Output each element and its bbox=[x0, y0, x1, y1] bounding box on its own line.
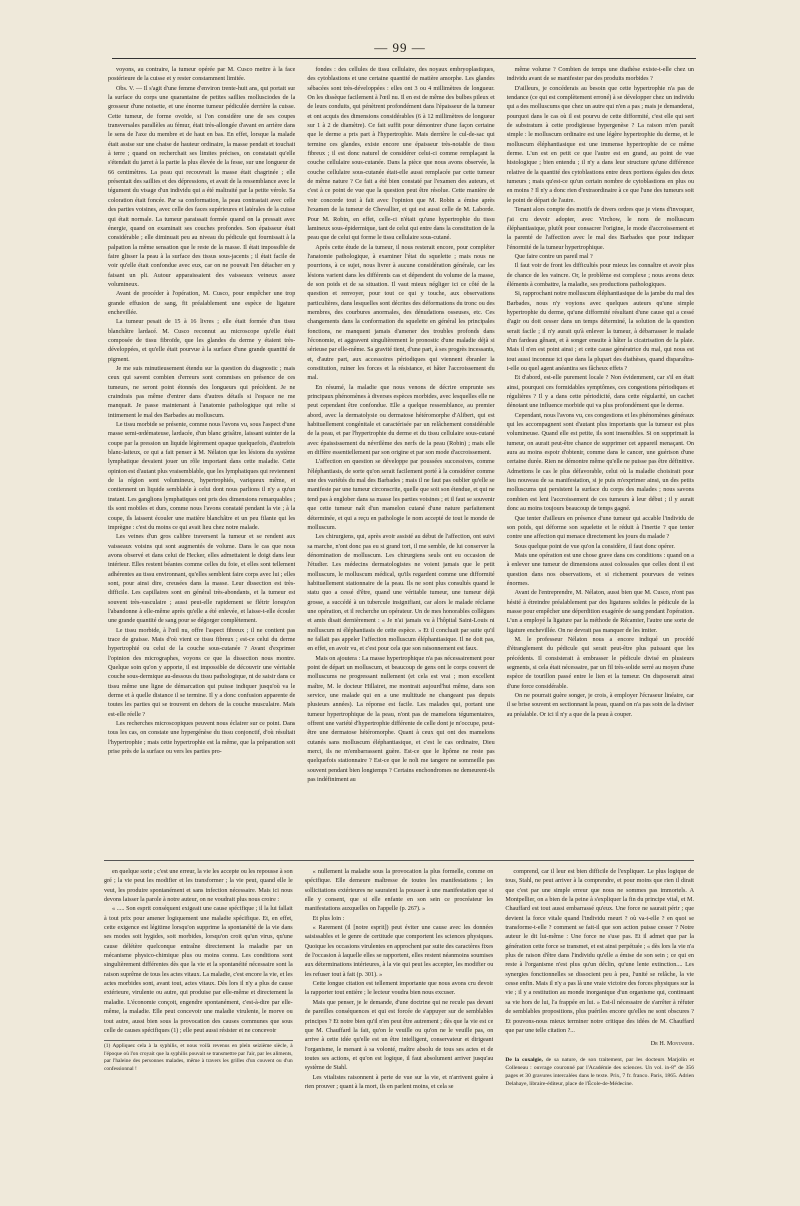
paragraph: Avant de l'entreprendre, M. Nélaton, aussi bien que M. Cusco, n'ont pas hésité à étreindre préalablement par des ligatures solides le pédicule de la masse pour empêcher une déperdition exagérée de sang pendant l'opération. L'un a employé la ligature par la méthode de Récamier, l'autre une sorte de ligature enchevillée. On ne devrait pas manquer de les imiter. bbox=[506, 590, 694, 634]
section-separator bbox=[104, 860, 694, 861]
paragraph: Sous quelque point de vue qu'on la considère, il faut donc opérer. bbox=[514, 543, 675, 550]
paragraph: M. le professeur Nélaton nous a encore indiqué un procédé d'étranglement du pédicule qui serait peut-être plus puissant que les précédents. Il consisterait à embrasser le pédicule divisé en plusieurs segments, si cela était nécessaire, par un fil très-solide serré au moyen d'une espèce de tourillon passé entre le lien et la tumeur. On disposerait ainsi d'une force considérable. bbox=[506, 636, 694, 690]
page-number: — 99 — bbox=[374, 40, 426, 55]
footnote: (1) Appliquez cela à la syphilis, et nous voilà revenus en plein seizième siècle, à l'époque où l'on croyait que la syphilis pouvait se transmettre par l'air, par les aliments, par l'haleine des personnes malades, même à travers les grilles d'un couvent ou d'un confessionnal ! bbox=[104, 1040, 293, 1073]
feuilleton-paragraph: « nullement la maladie sous la provocation la plus formelle, comme on spécifique. Elle demeure maîtresse de toutes les manifestations ; les sollicitations extérieures ne sauraient la pousser à une manifestation que si elle y consent, que si elle enfante en son sein ce procréateur les manifestations auxquelles on l'appelle (p. 267). » bbox=[304, 869, 494, 913]
feuilleton-paragraph: comprend, car il leur est bien difficile de l'expliquer. Le plus logique de tous, Stahl, ne peut arriver à la comprendre, et pour moins que rien il dirait que c'est par une simple erreur que nous ne sommes pas immortels. A Montpellier, on a bien de la peine à s'expliquer la fin du principe vital, et M. Chauffard est tout aussi embarrassé qu'eux. Une force ne saurait périr ; que devient la force vitale quand l'individu meurt ? où va-t-elle ? en quoi se transforme-t-elle ? comment se fait-il que son action puisse cesser ? Notre auteur le dit lui-même : Une force ne s'use pas. Et il admet que par la génération cette force se transmet, et est ainsi perpétuée ; « dès lors la vie n'a plus de raison d'être dans l'individu qu'elle a émise de son sein ; ce qui en reste à l'organisme n'est plus qu'un déclin, qu'une lente extinction.... Les synergies fonctionnelles se dissocient peu à peu, l'unité se relâche, la vie cesse enfin. Mais il n'y a pas là une vraie victoire des forces physiques sur la vie ; il y a restitution au monde inorganique d'un organisme qui, continuant sa vie hors de lui, l'a frappée en lui. » Est-il nécessaire de s'arrêter à réfuter de semblables propositions, plus puériles encore qu'elles ne sont obscures ? Et pouvons-nous mieux terminer notre critique des idées de M. Chauffard que par une telle citation ?... bbox=[505, 869, 695, 1034]
paragraph: L'affection en question se développe par poussées successives, comme l'éléphantiasis, de sorte qu'on serait facilement porté à la considérer comme une des variétés du mal des Barbades ; mais il ne faut pas oublier qu'elle se manifeste par une tumeur circonscrite, quelle que soit son étendue, et qui ne tend pas à englober dans sa masse les parties voisines ; et il faut se souvenir que cette tumeur naît d'un mamelon cutané d'une nature parfaitement déterminée, et qui a reçu en pathologie le nom accepté de tout le monde de molluscum. bbox=[307, 459, 495, 531]
paragraph: Obs. V. — Il s'agit d'une femme d'environ trente-huit ans, qui portait sur la surface du corps une quarantaine de petites saillies mollusciodes de la grosseur d'une noisette, et une énorme tumeur pédiculée derrière la cuisse. Cette tumeur, de forme ovoïde, si l'on considère une de ses coupes transversales parallèles au fémur, était très-allongée d'avant en arrière dans le sens de l'axe du membre et de haut en bas. En effet, lorsque la malade était assise sur une chaise de hauteur ordinaire, la masse pendait et touchait à terre ; quand on recherchait ses limites précises, on constatait qu'elle s'étendait du jarret à la partie la plus élevée de la fesse, sur une longueur de 66 centimètres. La peau qui recouvrait la masse était chagrinée ; elle présentait des saillies et des dépressions, et avait de la ressemblance avec le tégument du visage d'un individu qui a été maltraité par la petite vérole. Sa coloration était foncée. Par sa conformation, la peau contrastait avec celle des parties voisines, avec celle des faces supérieures et latérales de la cuisse qui était normale. La tumeur paraissait formée quand on la pressait avec énergie, quand on examinait ses couches profondes. Son épaisseur était considérable ; elle diminuait peu au niveau du pédicule qui fournissait à la palpation la même sensation que le reste de la masse. Il était impossible de faire glisser la peau à la surface des tissus sous-jacents ; il était facile de voir qu'elle était confondue avec eux, car on ne pouvait l'en détacher en y faisant un pli. Autour apparaissaient des vaisseaux veineux assez volumineux. bbox=[108, 85, 296, 288]
feuilleton-column-left bbox=[104, 868, 293, 1190]
paragraph: Les recherches microscopiques peuvent nous éclairer sur ce point. Dans tous les cas, on constate une hypergénèse du tissu conjonctif, d'où résultait l'hypertrophie ; mais cette hypertrophie est la même, que la préparation soit prise près de la surface ou vers les parties pro- bbox=[108, 721, 296, 756]
main-text bbox=[108, 66, 694, 856]
paragraph: fondes : des cellules de tissu cellulaire, des noyaux embryoplastiques, des cytoblastions et une certaine quantité de matière amorphe. Les glandes sébacées sont très-développées : elles ont 3 ou 4 millimètres de longueur. On les dissèque facilement à l'œil nu. Il en est de même des bulbes pileux et de leurs conduits, qui pénètrent profondément dans l'épaisseur de la tumeur et ont acquis des dimensions considérables (6 à 12 millimètres de longueur sur 1 à 2 de diamètre). Ce fait suffit pour démontrer d'une façon certaine que le derme a pris part à l'hypertrophie. Mais derrière le cul-de-sac qui termine ces glandes, existe encore une épaisseur très-notable de tissu fibreux ; il est donc naturel de considérer celui-ci comme remplaçant la couche cellulaire sous-cutanée. Dans la pièce que nous avons observée, la couche cellulaire sous-cutanée était-elle aussi remplacée par cette tumeur de même nature ? Ce fait a été bien constaté par l'examen des auteurs, et c'est à ce point de vue que la question peut être résolue. Cette manière de voir concorde tout à fait avec l'opinion que M. Robin a émise après l'examen de la tumeur de Chevallier, et qui est aussi celle de M. Laborde. Pour M. Robin, en effet, celle-ci n'était qu'une hypertrophie du tissu lamineux sous-épidermique, tant de celui qui entre dans la constitution de la peau que de celui qui forme le tissu cellulaire sous-cutané. bbox=[307, 67, 495, 242]
paragraph: Avant de procéder à l'opération, M. Cusco, pour empêcher une trop grande effusion de sang, fit préalablement une espèce de ligature enchevillée. bbox=[108, 291, 296, 316]
paragraph: voyons, au contraire, la tumeur opérée par M. Cusco mettre à la face postérieure de la cuisse et y rester constamment limitée. bbox=[108, 67, 296, 83]
paragraph: Cependant, nous l'avons vu, ces congestions et les phénomènes généraux qui les accompagnent sont d'autant plus importants que la tumeur est plus volumineuse. Quand elle est petite, ils sont insensibles. Si on supprimait la tumeur, on aurait peut-être chance de supprimer cet appareil menaçant. On aura au moins espoir d'obtenir, comme dans le cancer, une guérison d'une certaine durée. Rien ne démontre même qu'elle ne puisse pas être définitive. Admettons le cas le plus défavorable, celui où la maladie choisirait pour lieu nouveau de sa manifestation, si je puis m'exprimer ainsi, un des petits molluscums qui persistent la surface du corps des malades ; nous savons combien est lent l'accroissement de ces tumeurs à leur début ; il y aurait donc au moins toujours beaucoup de temps gagné. bbox=[506, 412, 694, 513]
paragraph: Après cette étude de la tumeur, il nous resterait encore, pour compléter l'anatomie pathologique, à examiner l'état du squelette ; mais nous ne pourrions, à ce sujet, nous livrer à aucune considération générale, car les lésions varient dans les différents cas et dépendent du volume de la masse, de son poids et de sa situation. Il vaut mieux négliger ici ce côté de la question et renvoyer, pour tout ce qui y touche, aux observations particulières, dans lesquelles sont décrites des déformations du tronc ou des membres, des courbures anormales, des dénudations osseuses, etc. Ces changements dans la conformation du squelette en général les principales fonctions, ne manquent jamais d'amener des troubles profonds dans l'économie, et aggravent singulièrement le pronostic d'une maladie déjà si sérieuse par elle-même. Sa gravité tient, d'une part, à ses progrès incessants, et, d'autre part, aux accessoires périodiques qui viennent ébranler la constitution, ruiner les forces et la résistance, et hâter l'accroissement du mal. bbox=[307, 244, 495, 382]
feuilleton-paragraph: Cette longue citation est tellement importante que nous avons cru devoir la rapporter tout entière ; le lecteur voudra bien nous excuser. bbox=[304, 981, 494, 997]
text-column-left bbox=[108, 66, 295, 856]
review-title: De la coxalgie, bbox=[505, 1056, 543, 1063]
paragraph: Que tenter d'ailleurs en présence d'une tumeur qui accable l'individu de son poids, qui déforme son squelette et le réduit à l'inertie ? que tenter contre une affection qui menace directement les jours du malade ? bbox=[506, 515, 694, 541]
text-column-middle bbox=[307, 66, 494, 856]
paragraph: Tenant alors compte des motifs de divers ordres que je viens d'invoquer, j'ai cru devoir adopter, avec Virchow, le nom de molluscum éléphantiasique, plutôt pour consacrer l'origine, le mode d'accroissement et la parenté de l'affection avec le mal des Barbades que pour indiquer l'énormité de la tumeur hypertrophique. bbox=[506, 207, 694, 251]
paragraph: Que faire contre un pareil mal ? bbox=[514, 253, 593, 260]
paragraph: Si, rapprochant notre molluscum éléphantiasique de la jambe du mal des Barbades, nous n'y voyions avec quelques auteurs qu'une simple hypertrophie du derme, qu'une difformité résultant d'une cause qui a cessé d'agir ou doit cesser dans un temps déterminé, la solution de la question serait facile ; il n'y aurait qu'à enlever la tumeur, à débarrasser le malade d'un fardeau gênant, et à songer ensuite à hâter la cicatrisation de la plaie. Mais il n'en est point ainsi ; et cette cause génératrice du mal, qui nous est tout aussi inconnue ici que dans la plupart des diathèses, quand disparaîtra-t-elle ou quel agent anéantira ses fâcheux effets ? bbox=[506, 291, 694, 372]
paragraph: Je me suis minutieusement étendu sur la question du diagnostic ; mais ceux qui savent combien d'erreurs sont commises en présence de ces tumeurs, ne seront point étonnés des longueurs qui précèdent. Je ne craindrais pas même d'entrer dans d'autres détails si l'espace ne me manquait. Je passe maintenant à l'anatomie pathologique qui relie si intimement le mal des Barbades au molluscum. bbox=[108, 366, 296, 419]
feuilleton-paragraph: « Rarement (il [notre esprit]) peut éviter une cause avec les données saisissables et le genre de certitude que comportent les sciences physiques. Quoique les occasions virulentes en approchent par suite des caractères fixes de l'occasion à laquelle elles se rapportent, elles restent néanmoins soumises aux déterminations intérieures, à la vie qui peut les accepter, les modifier ou les refuser tout à fait (p. 301). » bbox=[304, 925, 494, 978]
paragraph: Et d'abord, est-elle purement locale ? Non évidemment, car s'il en était ainsi, pourquoi ces formidables symptômes, ces congestions périodiques et régulières ? Il y a dans cette périodicité, dans cette régularité, un cachet dénotant une influence morbide qui va plus profondément que le derme. bbox=[506, 375, 694, 410]
feuilleton-paragraph: Et plus loin : bbox=[312, 915, 345, 922]
header-rule bbox=[112, 58, 696, 59]
paragraph: Le tissu morbide se présente, comme nous l'avons vu, sous l'aspect d'une masse semi-œdémateuse, lardacée, d'un blanc grisâtre, laissant suinter de la coupe par la pression un liquide légèrement opaque quelquefois, d'autrefois blanc-laiteux, ce qui a fait penser à M. Nélaton que les lésions du système lymphatique devaient jouer un rôle important dans cette maladie. Cette opinion est d'autant plus vraisemblable, que les lymphatiques qui reviennent de la région sont volumineux, hypertrophiés, variqueux même, et contiennent un liquide semblable à celui dont nous parlions il n'y a qu'un instant. Les ganglions lymphatiques ont pris des dimensions remarquables ; ils sont mobiles et durs, comme nous l'avons constaté pendant la vie ; à la coupe, ils laissent écouler une matière blanchâtre et un peu filante qui les imprègne : c'est du moins ce qui avait lieu chez notre malade. bbox=[108, 422, 296, 531]
paragraph: En résumé, la maladie que nous venons de décrire emprunte ses principaux phénomènes à diverses espèces morbides, avec lesquelles elle ne peut cependant être confondue. Elle a quelque ressemblance, au premier abord, avec la dermatolysie ou dermatose hétéromorphe d'Alibert, qui est habituellement congénitale et caractérisée par un relâchement considérable de la peau, et par l'hypertrophie du derme et du tissu cellulaire sous-cutané avec épaississement du névrilème des nerfs de la peau (Robin) ; mais elle en diffère essentiellement par son origine et par son mode d'accroissement. bbox=[307, 384, 495, 457]
paragraph: même volume ? Combien de temps une diathèse existe-t-elle chez un individu avant de se manifester par des produits morbides ? bbox=[506, 67, 694, 83]
feuilleton-column-right bbox=[505, 868, 694, 1190]
feuilleton bbox=[104, 868, 694, 1190]
review-text: de sa nature, de son traitement, par les docteurs Marjolin et Colleneau : ouvrage couronné par l'Académie des sciences. Un vol. in-8° de 356 pages et 30 gravures intercalées dans le texte. Prix, 7 fr. franco. Paris, 1865. Adrien Delahaye, libraire-éditeur, place de l'École-de-Médecine. bbox=[505, 1056, 695, 1088]
paragraph: Les veines d'un gros calibre traversent la tumeur et se rendent aux vaisseaux voisins qui sont augmentés de volume. Dans le cas que nous avons observé et dans celui de Hecker, elles admettaient le doigt dans leur intérieur. Elles restent béantes comme celles du foie, et elles sont tellement adhérentes au tissu environnant, qu'elles semblent faire corps avec lui ; elles sont, pour ainsi dire, creusées dans la masse. Leur dissection est très-difficile. Les capillaires sont en général très-abondants, et la tumeur est souvent très-vasculaire ; aussi peut-elle rapidement se flétrir lorsqu'on l'abandonne à elle-même après qu'elle a été enlevée, et laisse-t-elle écouler une grande quantité de sang pour se dégorger complètement. bbox=[108, 534, 296, 625]
feuilleton-paragraph: Les vitalistes raisonnent à perte de vue sur la vie, et n'arrivent guère à rien prouver ; quant à la mort, ils en parlent moins, et cela se bbox=[304, 1074, 494, 1090]
text-column-right bbox=[507, 66, 694, 856]
paragraph: Les chirurgiens, qui, après avoir assisté au début de l'affection, ont suivi sa marche, n'ont donc pas eu si grand tort, il me semble, de lui conserver la dénomination de molluscum. Les chirurgiens seuls ont eu occasion de l'étudier. Les médecins dermatologistes ne voient jamais que le petit molluscum, le molluscum médical, qu'ils regardent comme une difformité habituellement stationnaire de la peau. Ils ne sont plus consultés quand le statu quo a cessé d'être, quand une véritable tumeur, une tumeur déjà grosse, a succédé à un tubercule insignifiant, car alors le malade réclame une opération, et il recherche un opérateur. Un de mes honorables collègues et amis disait dernièrement : « Je n'ai jamais vu à l'hôpital Saint-Louis ni molluscum ni éléphantiasis de cette espèce. » Et il concluait par suite qu'il ne fallait pas appeler l'affection molluscum éléphantiasique. Il ne doit pas, en effet, en avoir vu, et c'est pour cela que son raisonnement est faux. bbox=[307, 534, 495, 653]
author-signature: Dr H. Montanier. bbox=[650, 1041, 695, 1048]
feuilleton-paragraph: « ..... Son esprit conséquent exigeait une cause spécifique ; il la lui fallait à tout prix pour amener logiquement une maladie spécifique. Et, en effet, cette exigence est légitime lorsqu'on supprime la spontanéité de la vie dans ses modes soit hygides, soit morbides, lorsqu'on croit qu'un virus, qu'une cause délétère quelconque entraîne directement la maladie par un mécanisme physico-chimique plus ou moins connu. Les conditions sont singulièrement différentes dès que la vie et la spontanéité nécessaire sont la raison suprême de tous les actes vitaux. La maladie, c'est encore la vie, et les actes morbides sont, avant tout, actes vitaux. Dès lors il n'y a plus de cause extérieure, virulente ou autre, qui produise par elle-même et directement la maladie. L'économie conçoit, engendre spontanément, c'est-à-dire par elle-même, la maladie. Elle peut concevoir une maladie virulente, le morve ou tout autre, aussi bien sous la provocation des causes communes que sous celle de causes spécifiques (1) ; elle peut aussi résister et ne concevoir bbox=[104, 906, 293, 1034]
paragraph: On ne pourrait guère songer, je crois, à employer l'écraseur linéaire, car il se brise souvent en sectionnant la peau, quand on n'a pas soin de la diviser au préalable. Or ici il n'y a que de la peau à couper. bbox=[506, 693, 694, 718]
paragraph: Mais une opération est une chose grave dans ces conditions : quand on a à enlever une tumeur de dimensions aussi colossales que celles dont il est question dans nos observations, et si richement pourvues de veines énormes. bbox=[506, 552, 694, 587]
feuilleton-column-middle bbox=[305, 868, 494, 1190]
feuilleton-paragraph: Mais que penser, je le demande, d'une doctrine qui ne recule pas devant de pareilles conséquences et qui est forcée de s'appuyer sur de semblables principes ? Et notre bien qu'il n'en peut être autrement ; dès que la vie est ce que M. Chauffard la fait, qu'on le veuille ou qu'on ne le veuille pas, on arrive à cette idée qu'elle est un être intelligent, conservateur et dirigeant l'organisme, le menant à sa volonté, maître absolu de tous ses actes et de toutes ses actions, et qu'on est logique, il faut absolument arriver jusqu'au système de Stahl. bbox=[304, 999, 494, 1072]
paragraph: Il faut voir de front les difficultés pour mieux les connaître et avoir plus de chance de les vaincre. Or, le problème est complexe ; nous avons deux éléments à combattre, la maladie, ses productions pathologiques. bbox=[506, 263, 694, 288]
paragraph: Le tissu morbide, à l'œil nu, offre l'aspect fibreux ; il ne contient pas trace de graisse. Mais d'où vient ce tissu fibreux ; est-ce celui du derme hypertrophié ou celui de la couche sous-cutanée ? Avant d'exprimer l'opinion des micrographes, voyons ce que la dissection nous montre. Quelque soin qu'on y apporte, il est impossible de découvrir une véritable couche sous-dermique au-dessous du tissu pathologique, ni de saisir dans ce tissu même une ligne de démarcation qui puisse indiquer jusqu'où va le derme et à quelle distance il se termine. Il y a donc confusion apparente de toutes les parties qui se trouvent en dehors de la couche musculaire. Mais est-elle réelle ? bbox=[108, 627, 296, 718]
paragraph: Mais on ajoutera : La masse hypertrophique n'a pas nécessairement pour point de départ un molluscum, et beaucoup de gens ont le corps couvert de molluscums ne progressant nullement (et cela est vrai ; mon excellent maître, M. le docteur Hillairet, me montrait aujourd'hui même, dans son service, une malade qui en a une multitude ne changeant pas depuis plusieurs années). La réponse est facile. Les malades qui, portant une tumeur hypertrophique de la peau, n'ont pas de mamelons tégumentaires, offrent une variété d'hypertrophie différente de celle dont je m'occupe, peut-être une dermatose hétéromorphe. Quant à ceux qui ont des mamelons cutanés sans molluscum éléphantiasique, et c'est le cas ordinaire, Dieu merci, ils ne m'embarrassent guère. Est-ce que le lipôme ne reste pas quelquefois stationnaire ? Est-ce que le noli me tangere ne sommeille pas souvent pendant bien longtemps ? Certains enchondromes ne demeurent-ils pas indéfiniment au bbox=[307, 655, 495, 784]
feuilleton-paragraph: en quelque sorte ; c'est une erreur, la vie les accepte ou les repousse à son gré ; la vie peut les modifier et les transformer ; la vie peut, quand elle le veut, les produire spontanément et sans infection nécessaire. Mais ici nous devons laisser la parole à notre auteur, on ne voudrait plus nous croire : bbox=[104, 869, 293, 904]
paragraph: La tumeur pesait de 15 à 16 livres ; elle était formée d'un tissu blanchâtre lardacé. M. Cusco reconnut au microscope qu'elle était composée de tissu fibroïde, que les glandes du derme y étaient très-développées, et qu'elle était pourvue à la surface d'une grande quantité de pigment. bbox=[108, 319, 296, 363]
paragraph: D'ailleurs, je concéderais au besoin que cette hypertrophie n'a pas de tendance (ce qui est complètement erroné) à se développer chez un individu qui a des molluscums que chez un autre qui n'en a pas ; mais je demanderai, pourquoi dans le cas où il est pourvu de cette difformité, c'est elle qui sert de substratum à cette prodigieuse hypergenèse ? La raison m'en paraît simple : le molluscum ordinaire est une légère hypertrophie du derme, et le molluscum éléphantiasique est une immense hypertrophie de ce même derme. L'un est en petit ce que l'autre est en grand, au point de vue histologique ; bien entendu ; il n'y a dans leur structure qu'une différence relative de la quantité des cytoblastions entre deux portions égales des deux tumeurs ; mais qu'est-ce qu'un certain nombre de cytoblastions en plus ou en moins ? Il n'y a donc rien d'extraordinaire à ce que l'une des tumeurs soit le point de départ de l'autre. bbox=[506, 85, 694, 204]
book-review bbox=[505, 1056, 694, 1089]
